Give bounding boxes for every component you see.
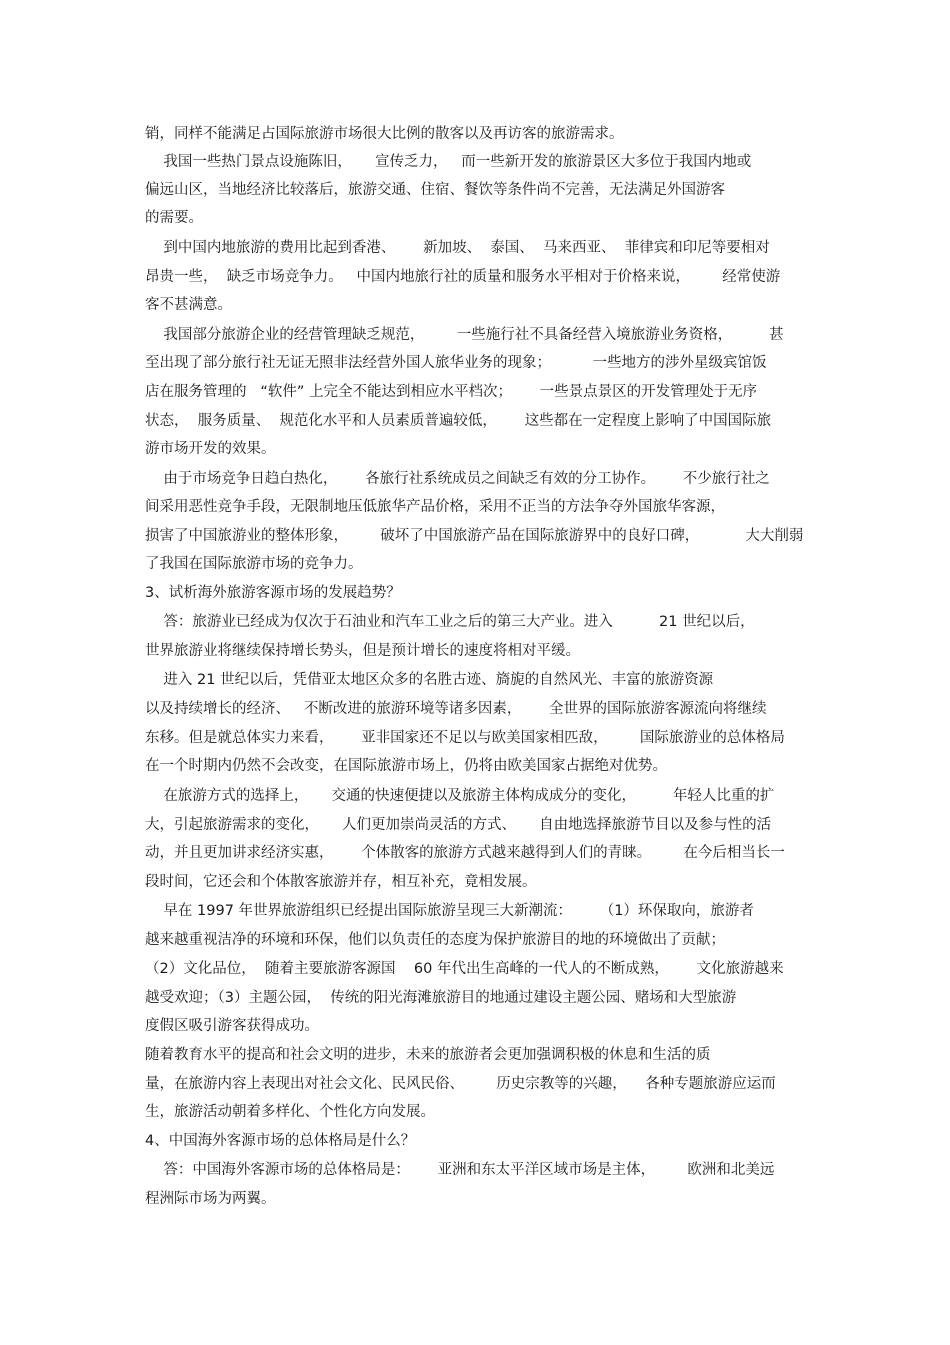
text-line: 在旅游方式的选择上， 交通的快速便捷以及旅游主体构成成分的变化， 年轻人比重的扩 [145, 788, 775, 804]
text-line: 到中国内地旅游的费用比起到香港、 新加坡、 泰国、 马来西亚、 菲律宾和印尼等要相对 [145, 240, 770, 256]
text-line: 进入 21 世纪以后，凭借亚太地区众多的名胜古迹、旖旎的自然风光、丰富的旅游资源 [145, 672, 714, 688]
text-line: 度假区吸引游客获得成功。 [145, 1018, 319, 1034]
text-line: 在一个时期内仍然不会改变，在国际旅游市场上，仍将由欧美国家占据绝对优势。 [145, 758, 667, 774]
text-line: 店在服务管理的 “软件” 上完全不能达到相应水平档次； 一些景点景区的开发管理处于无序 [145, 384, 758, 400]
text-line: 客不甚满意。 [145, 297, 232, 313]
text-line: 答：中国海外客源市场的总体格局是： 亚洲和东太平洋区域市场是主体， 欧洲和北美远 [145, 1162, 775, 1178]
text-line: 以及持续增长的经济、 不断改进的旅游环境等诸多因素， 全世界的国际旅游客源流向将继续 [145, 701, 767, 717]
text-line: 动，并且更加讲求经济实惠， 个体散客的旅游方式越来越得到人们的青睐。 在今后相当长一 [145, 845, 785, 861]
text-line: 的需要。 [145, 210, 203, 226]
text-line: 越受欢迎；（3）主题公园， 传统的阳光海滩旅游目的地通过建设主题公园、赌场和大型旅游 [145, 990, 737, 1006]
section-heading: 4、中国海外客源市场的总体格局是什么？ [145, 1133, 416, 1149]
text-line: 至出现了部分旅行社无证无照非法经营外国人旅华业务的现象； 一些地方的涉外星级宾馆饭 [145, 355, 767, 371]
text-line: 程洲际市场为两翼。 [145, 1191, 276, 1207]
text-line: 我国一些热门景点设施陈旧， 宣传乏力， 而一些新开发的旅游景区大多位于我国内地或 [145, 154, 752, 170]
text-line: 了我国在国际旅游市场的竞争力。 [145, 556, 363, 572]
text-line: 销，同样不能满足占国际旅游市场很大比例的散客以及再访客的旅游需求。 [145, 126, 624, 142]
text-line: 偏远山区，当地经济比较落后，旅游交通、住宿、餐饮等条件尚不完善，无法满足外国游客 [145, 182, 725, 198]
text-line: 间采用恶性竞争手段，无限制地压低旅华产品价格，采用不正当的方法争夺外国旅华客源， [145, 499, 725, 515]
text-line: 东移。但是就总体实力来看， 亚非国家还不足以与欧美国家相匹敌， 国际旅游业的总体格局 [145, 730, 785, 746]
text-line: 大，引起旅游需求的变化， 人们更加崇尚灵活的方式、 自由地选择旅游节目以及参与性的活 [145, 817, 772, 833]
text-line: 世界旅游业将继续保持增长势头，但是预计增长的速度将相对平缓。 [145, 643, 580, 659]
text-line: 游市场开发的效果。 [145, 441, 276, 457]
text-line: 状态， 服务质量、 规范化水平和人员素质普遍较低， 这些都在一定程度上影响了中国国际旅 [145, 413, 772, 429]
text-line: 量，在旅游内容上表现出对社会文化、民风民俗、 历史宗教等的兴趣， 各种专题旅游应运而 [145, 1076, 776, 1092]
text-line: 越来越重视洁净的环境和环保，他们以负责任的态度为保护旅游目的地的环境做出了贡献； [145, 932, 725, 948]
text-line: 答：旅游业已经成为仅次于石油业和汽车工业之后的第三大产业。进入 21 世纪以后， [145, 614, 755, 630]
section-heading: 3、试析海外旅游客源市场的发展趋势？ [145, 585, 401, 601]
text-line: 损害了中国旅游业的整体形象， 破坏了中国旅游产品在国际旅游界中的良好口碑， 大大削弱 [145, 528, 804, 544]
text-line: 生，旅游活动朝着多样化、个性化方向发展。 [145, 1104, 435, 1120]
text-line: 昂贵一些， 缺乏市场竞争力。 中国内地旅行社的质量和服务水平相对于价格来说， 经常使游 [145, 269, 781, 285]
text-line: 随着教育水平的提高和社会文明的进步，未来的旅游者会更加强调积极的休息和生活的质 [145, 1047, 711, 1063]
text-line: 段时间，它还会和个体散客旅游并存，相互补充，竟相发展。 [145, 874, 537, 890]
text-line: 早在 1997 年世界旅游组织已经提出国际旅游呈现三大新潮流： （1）环保取向，旅游者 [145, 903, 754, 919]
text-line: 我国部分旅游企业的经营管理缺乏规范， 一些施行社不具备经营入境旅游业务资格， 甚 [145, 327, 784, 343]
text-line: （2）文化品位， 随着主要旅游客源国 60 年代出生高峰的一代人的不断成熟， 文化旅游越来 [145, 961, 784, 977]
text-line: 由于市场竞争日趋白热化， 各旅行社系统成员之间缺乏有效的分工协作。 不少旅行社之 [145, 471, 770, 487]
